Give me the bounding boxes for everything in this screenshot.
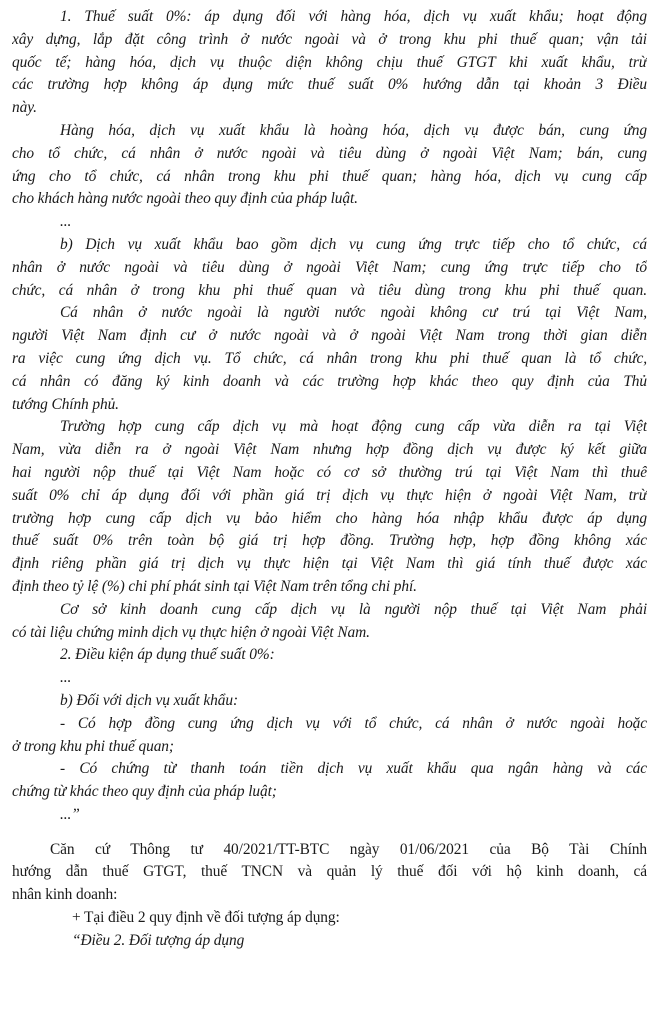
text-line: người Việt Nam định cư ở nước ngoài và ở ngoài Việt Nam trong thời gian diễn — [12, 327, 647, 345]
text-line: - Có hợp đồng cung ứng dịch vụ với tổ chức, cá nhân ở nước ngoài hoặc — [60, 714, 647, 732]
text-line: cho tổ chức, cá nhân ở nước ngoài và tiêu dùng ở ngoài Việt Nam; bán, cung — [12, 144, 647, 162]
text-line: “Điều 2. Đối tượng áp dụng — [72, 931, 245, 949]
text-line: ra việc cung ứng dịch vụ. Tổ chức, cá nhân trong khu phi thuế quan là tổ chức, — [12, 349, 647, 367]
text-line: xây dựng, lắp đặt công trình ở nước ngoài và ở trong khu phi thuế quan; vận tải — [12, 30, 647, 48]
text-line: định riêng phần giá trị dịch vụ thực hiện tại Việt Nam thì giá tính thuế được xác — [12, 555, 647, 573]
text-line: 2. Điều kiện áp dụng thuế suất 0%: — [60, 646, 275, 664]
text-line: chức, cá nhân ở trong khu phi thuế quan và tiêu dùng trong khu phi thuế quan. — [12, 281, 647, 299]
text-line: có tài liệu chứng minh dịch vụ thực hiện ở ngoài Việt Nam. — [12, 623, 370, 641]
text-line: chứng từ khác theo quy định của pháp luật; — [12, 783, 277, 801]
text-line: định theo tỷ lệ (%) chi phí phát sinh tại Việt Nam trên tổng chi phí. — [12, 577, 417, 595]
text-line: này. — [12, 99, 37, 117]
text-line: cho khách hàng nước ngoài theo quy định của pháp luật. — [12, 190, 358, 208]
text-line: ứng cho tổ chức, cá nhân trong khu phi thuế quan; hàng hóa, dịch vụ cung cấp — [12, 167, 647, 185]
text-line: b) Dịch vụ xuất khẩu bao gồm dịch vụ cung ứng trực tiếp cho tổ chức, cá — [60, 235, 647, 253]
text-line: Trường hợp cung cấp dịch vụ mà hoạt động cung cấp vừa diễn ra tại Việt — [60, 418, 647, 436]
text-line: tướng Chính phủ. — [12, 395, 119, 413]
text-line: ở trong khu phi thuế quan; — [12, 737, 174, 755]
text-line: hai người nộp thuế tại Việt Nam hoặc có cơ sở thường trú tại Việt Nam thì thuế — [12, 463, 647, 481]
ellipsis-line: ... — [60, 669, 72, 687]
text-line: + Tại điều 2 quy định về đối tượng áp dụng: — [72, 909, 340, 927]
text-line: nhân kinh doanh: — [12, 886, 118, 904]
text-line: Cơ sở kinh doanh cung cấp dịch vụ là người nộp thuế tại Việt Nam phải — [60, 600, 647, 618]
text-line: các trường hợp không áp dụng mức thuế suất 0% hướng dẫn tại khoản 3 Điều — [12, 76, 647, 94]
text-line: nhân ở nước ngoài và tiêu dùng ở ngoài Việt Nam; cung ứng trực tiếp cho tổ — [12, 258, 647, 276]
ellipsis-line: ... — [60, 213, 72, 231]
ellipsis-line: ...” — [60, 805, 80, 823]
paragraph-gap — [12, 827, 647, 839]
text-line: - Có chứng từ thanh toán tiền dịch vụ xuất khẩu qua ngân hàng và các — [60, 760, 647, 778]
text-line: quốc tế; hàng hóa, dịch vụ thuộc diện không chịu thuế GTGT khi xuất khẩu, trừ — [12, 53, 647, 71]
text-line: hướng dẫn thuế GTGT, thuế TNCN và quản lý thuế đối với hộ kinh doanh, cá — [12, 863, 647, 881]
text-line: Cá nhân ở nước ngoài là người nước ngoài không cư trú tại Việt Nam, — [60, 304, 647, 322]
text-line: trường hợp cung cấp dịch vụ bảo hiểm cho hàng hóa nhập khẩu được áp dụng — [12, 509, 647, 527]
text-line: suất 0% chỉ áp dụng đối với phần giá trị dịch vụ thực hiện ở ngoài Việt Nam, trừ — [12, 486, 647, 504]
text-line: b) Đối với dịch vụ xuất khẩu: — [60, 691, 238, 709]
text-line: Hàng hóa, dịch vụ xuất khẩu là hoàng hóa, dịch vụ được bán, cung ứng — [60, 121, 647, 139]
text-line: Nam, vừa diễn ra ở ngoài Việt Nam nhưng hợp đồng dịch vụ được ký kết giữa — [12, 441, 647, 459]
text-line: 1. Thuế suất 0%: áp dụng đối với hàng hóa, dịch vụ xuất khẩu; hoạt động — [60, 8, 647, 25]
text-line: cá nhân có đăng ký kinh doanh và các trường hợp khác theo quy định của Thủ — [12, 372, 647, 390]
text-line: thuế suất 0% trên toàn bộ giá trị hợp đồng. Trường hợp, hợp đồng không xác — [12, 532, 647, 550]
text-line: Căn cứ Thông tư 40/2021/TT-BTC ngày 01/06/2021 của Bộ Tài Chính — [50, 840, 647, 858]
